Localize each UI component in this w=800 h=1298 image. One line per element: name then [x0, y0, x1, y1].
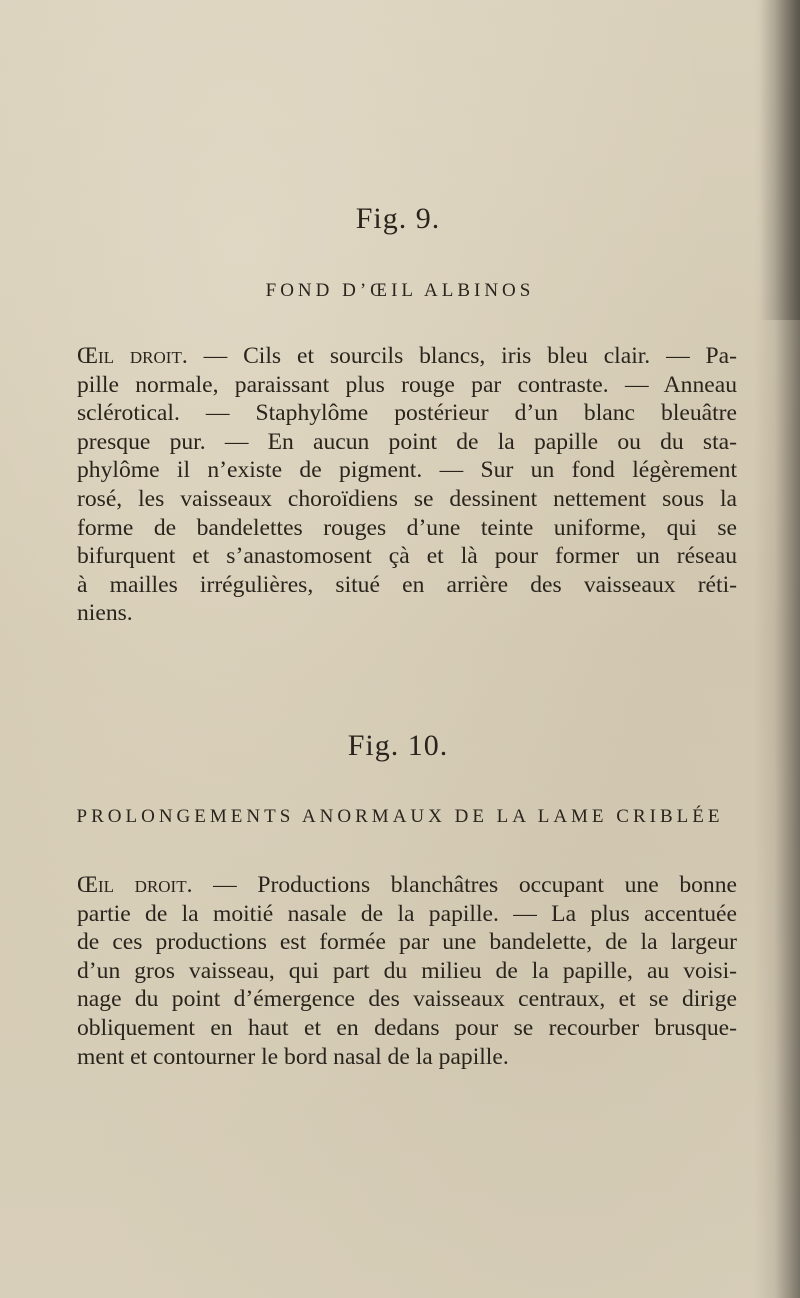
text-line: presque pur. — En aucun point de la papille ou du sta-	[77, 428, 737, 455]
text-line: obliquement en haut et en dedans pour se recourber brusque-	[77, 1014, 737, 1041]
text-line	[77, 871, 737, 900]
text-line: niens.	[77, 600, 133, 627]
figure-9-title: FOND D’ŒIL ALBINOS	[265, 280, 535, 301]
lead-phrase: Œil droit.	[77, 343, 188, 369]
lead-phrase: Œil droit.	[77, 872, 193, 898]
text-line: partie de la moitié nasale de la papille. — La plus accentuée	[77, 900, 737, 927]
text-line: phylôme il n’existe de pigment. — Sur un fond légèrement	[77, 457, 737, 484]
page-edge-shadow-top	[760, 0, 800, 320]
figure-10-title: PROLONGEMENTS ANORMAUX DE LA LAME CRIBLÉE	[76, 806, 724, 827]
figure-10-label: Fig. 10.	[347, 729, 449, 762]
figure-10-description	[77, 871, 737, 1071]
text-line: d’un gros vaisseau, qui part du milieu de la papille, au voisi-	[77, 957, 737, 984]
text-line-part: — Cils et sourcils blancs, iris bleu clair. — Pa-	[187, 343, 737, 369]
figure-9-description	[77, 342, 737, 628]
text-line: nage du point d’émergence des vaisseaux centraux, et se dirige	[77, 986, 737, 1013]
text-line: ment et contourner le bord nasal de la papille.	[77, 1043, 509, 1070]
figure-9-label: Fig. 9.	[355, 202, 441, 235]
text-line: à mailles irrégulières, situé en arrière des vaisseaux réti-	[77, 571, 737, 598]
text-line	[77, 342, 737, 371]
text-line: sclérotical. — Staphylôme postérieur d’un blanc bleuâtre	[77, 400, 737, 427]
text-line: pille normale, paraissant plus rouge par contraste. — Anneau	[77, 371, 737, 398]
text-line: rosé, les vaisseaux choroïdiens se dessinent nettement sous la	[77, 485, 737, 512]
text-line-part: — Productions blanchâtres occupant une bonne	[192, 872, 737, 898]
text-line: forme de bandelettes rouges d’une teinte uniforme, qui se	[77, 514, 737, 541]
text-line: de ces productions est formée par une bandelette, de la largeur	[77, 929, 737, 956]
text-line: bifurquent et s’anastomosent çà et là pour former un réseau	[77, 543, 737, 570]
